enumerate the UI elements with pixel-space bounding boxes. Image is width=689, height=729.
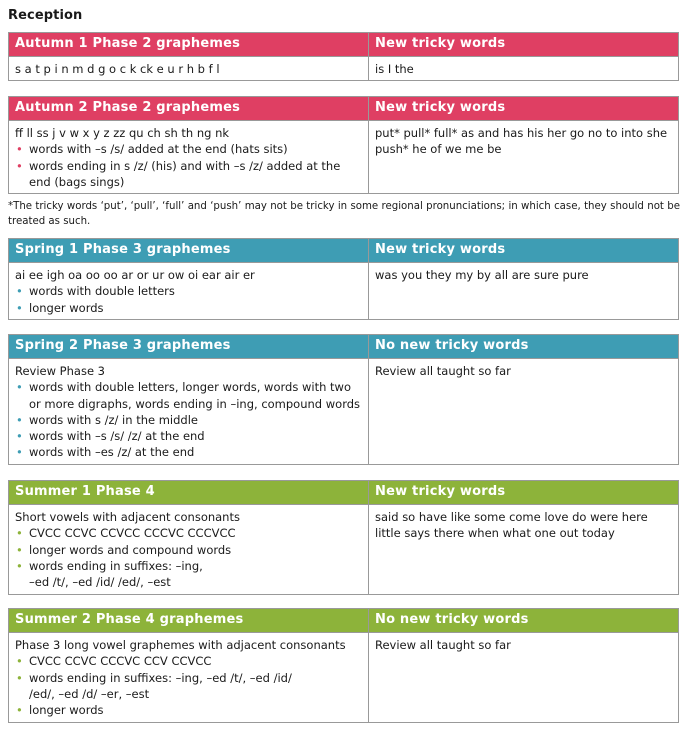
summer2-tricky-words-cell xyxy=(369,633,679,723)
summer1-tricky-words-cell xyxy=(369,505,679,595)
summer2-graphemes-cell xyxy=(9,633,369,723)
autumn2-tricky-words-header: New tricky words xyxy=(369,97,679,121)
spring1-tricky-words-header: New tricky words xyxy=(369,239,679,263)
spring2-bullet-list xyxy=(15,379,362,460)
autumn2-bullet-list xyxy=(15,141,362,190)
spring1-tricky-words-cell xyxy=(369,263,679,320)
list-item: • words ending in suffixes: –ing, –ed /t/, –ed /id/ /ed/, –est xyxy=(15,558,362,591)
list-item: • longer words and compound words xyxy=(15,542,362,558)
page-title: Reception xyxy=(8,8,83,23)
autumn2-table xyxy=(8,96,679,194)
autumn1-tricky-words-cell xyxy=(369,57,679,81)
list-item: • words with s /z/ in the middle xyxy=(15,412,362,428)
summer1-tricky-words-header: New tricky words xyxy=(369,481,679,505)
spring2-tricky-words-header: No new tricky words xyxy=(369,335,679,359)
spring2-graphemes-header: Spring 2 Phase 3 graphemes xyxy=(9,335,369,359)
autumn1-graphemes-list: s a t p i n m d g o c k ck e u r h b f l xyxy=(15,62,220,76)
spring2-table xyxy=(8,334,679,465)
summer2-bullet-list xyxy=(15,653,362,718)
summer2-tricky-words-header: No new tricky words xyxy=(369,609,679,633)
list-item: • words ending in s /z/ (his) and with –s /z/ added at the end (bags sings) xyxy=(15,158,362,191)
tricky-words-footnote: *The tricky words ‘put’, ‘pull’, ‘full’ and ‘push’ may not be tricky in some regional pronunciations; in which case, they should not be treated as such. xyxy=(8,201,680,227)
autumn2-graphemes-cell xyxy=(9,121,369,194)
spring1-tricky-words: was you they my by all are sure pure xyxy=(375,268,589,282)
spring2-graphemes-cell xyxy=(9,359,369,465)
summer1-bullet-list xyxy=(15,525,362,590)
spring1-graphemes-cell xyxy=(9,263,369,320)
spring1-graphemes-header: Spring 1 Phase 3 graphemes xyxy=(9,239,369,263)
autumn2-tricky-words: put* pull* full* as and has his her go no to into she push* he of we me be xyxy=(375,126,668,157)
list-item: • CVCC CCVC CCCVC CCV CCVCC xyxy=(15,653,362,669)
autumn1-table xyxy=(8,32,679,81)
list-item: • CVCC CCVC CCVCC CCCVC CCCVCC xyxy=(15,525,362,541)
list-item: • words with –s /s/ /z/ at the end xyxy=(15,428,362,444)
autumn2-tricky-words-cell xyxy=(369,121,679,194)
summer2-intro: Phase 3 long vowel graphemes with adjacent consonants xyxy=(15,638,346,652)
autumn1-graphemes-cell xyxy=(9,57,369,81)
summer2-review-note: Review all taught so far xyxy=(375,638,511,652)
list-item: • words ending in suffixes: –ing, –ed /t/, –ed /id/ /ed/, –ed /d/ –er, –est xyxy=(15,670,362,703)
list-item: • words with –es /z/ at the end xyxy=(15,444,362,460)
list-item: • words with double letters, longer words, words with two or more digraphs, words ending in –ing, compound words xyxy=(15,379,362,412)
spring1-graphemes-list: ai ee igh oa oo oo ar or ur ow oi ear air er xyxy=(15,268,255,282)
spring2-review-note: Review all taught so far xyxy=(375,364,511,378)
summer2-table xyxy=(8,608,679,723)
spring1-bullet-list xyxy=(15,283,362,316)
spring2-tricky-words-cell xyxy=(369,359,679,465)
spring1-table xyxy=(8,238,679,320)
summer1-graphemes-cell xyxy=(9,505,369,595)
autumn1-graphemes-header: Autumn 1 Phase 2 graphemes xyxy=(9,33,369,57)
list-item: • longer words xyxy=(15,300,362,316)
summer1-table xyxy=(8,480,679,595)
list-item: • words with double letters xyxy=(15,283,362,299)
autumn1-tricky-words: is I the xyxy=(375,62,414,76)
summer1-graphemes-header: Summer 1 Phase 4 xyxy=(9,481,369,505)
autumn2-graphemes-list: ff ll ss j v w x y z zz qu ch sh th ng nk xyxy=(15,126,230,140)
summer1-tricky-words: said so have like some come love do were here little says there when what one out today xyxy=(375,510,648,541)
summer2-graphemes-header: Summer 2 Phase 4 graphemes xyxy=(9,609,369,633)
summer1-intro: Short vowels with adjacent consonants xyxy=(15,510,240,524)
autumn2-graphemes-header: Autumn 2 Phase 2 graphemes xyxy=(9,97,369,121)
list-item: • words with –s /s/ added at the end (hats sits) xyxy=(15,141,362,157)
spring2-review-heading: Review Phase 3 xyxy=(15,364,105,378)
list-item: • longer words xyxy=(15,702,362,718)
autumn1-tricky-words-header: New tricky words xyxy=(369,33,679,57)
